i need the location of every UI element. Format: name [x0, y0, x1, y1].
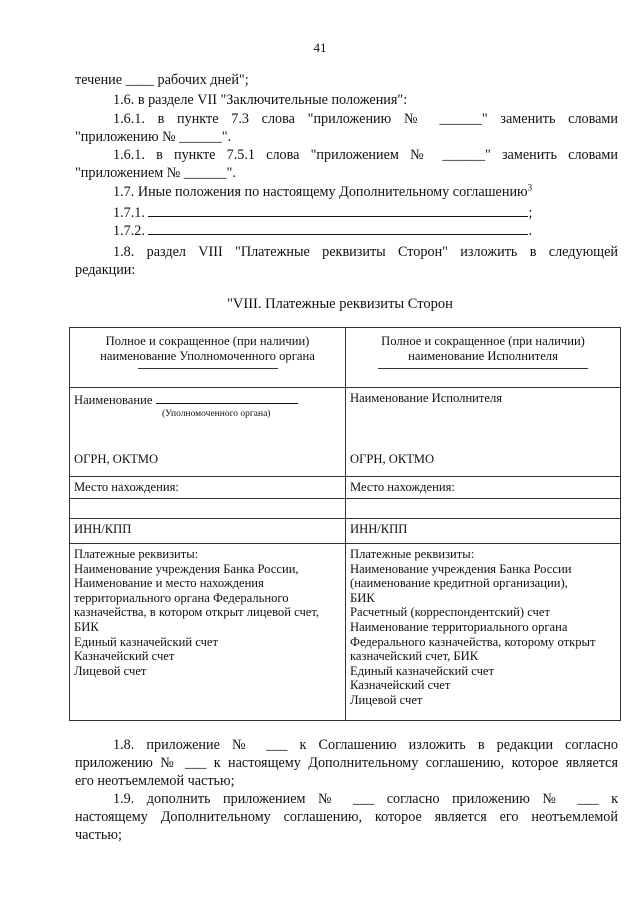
payment-line: БИК	[350, 590, 375, 605]
payment-line: Платежные реквизиты:	[74, 547, 199, 561]
cell-authority-location: Место нахождения:	[70, 477, 346, 499]
payment-line: Единый казначейский счет	[350, 663, 495, 678]
clause-1-7-2-end: .	[528, 223, 533, 239]
clause-1-9-end: частью;	[75, 827, 122, 843]
cell-authority-payment	[70, 544, 346, 721]
payment-details-table	[69, 327, 621, 721]
clause-1-6-1-b: 1.6.1. в пункте 7.5.1 слова "приложением № ______" заменить словами	[113, 147, 618, 163]
clause-1-6-1-b-cont: "приложением № ______".	[75, 165, 236, 181]
clause-1-7-2	[113, 220, 532, 240]
underline	[378, 367, 588, 369]
clause-1-9-cont: настоящему Дополнительному соглашению, которое является его неотъемлемой	[75, 809, 618, 825]
payment-line: Расчетный (корреспондентский) счет	[350, 605, 550, 620]
cell-executor-payment	[346, 544, 621, 721]
section-title: "VIII. Платежные реквизиты Сторон	[227, 296, 453, 312]
payment-line: Казначейский счет	[350, 678, 451, 693]
ogrn-label: ОГРН, ОКТМО	[74, 452, 159, 466]
cell-executor-location: Место нахождения:	[346, 477, 621, 499]
payment-line: Лицевой счет	[74, 663, 147, 678]
payment-line: Наименование учреждения Банка России,	[74, 561, 299, 576]
payment-line: БИК	[74, 619, 99, 634]
clause-1-7-2-label: 1.7.2.	[113, 223, 145, 239]
clause-1-7-1	[113, 202, 532, 222]
payment-line: Единый казначейский счет	[74, 634, 219, 649]
clause-1-8-intro-cont: редакции:	[75, 262, 136, 278]
clause-1-8-intro: 1.8. раздел VIII "Платежные реквизиты Сторон" изложить в следующей	[113, 244, 618, 260]
clause-1-6-1-a-cont: "приложению № ______".	[75, 129, 232, 145]
clause-1-9: 1.9. дополнить приложением № ___ согласно приложению № ___ к	[113, 791, 618, 807]
payment-line: территориального органа Федерального	[74, 590, 289, 605]
underline	[138, 367, 278, 369]
ogrn-label: ОГРН, ОКТМО	[350, 452, 435, 466]
header-authority	[70, 328, 346, 388]
payment-line: Казначейский счет	[74, 649, 175, 664]
clause-1-7	[113, 184, 532, 201]
name-label: Наименование Исполнителя	[350, 391, 503, 405]
name-subscript: (Уполномоченного органа)	[162, 409, 271, 419]
clause-1-8-annex-cont: приложению № ___ к настоящему Дополнительному соглашению, которое является	[75, 755, 618, 771]
clause-1-8-annex: 1.8. приложение № ___ к Соглашению изложить в редакции согласно	[113, 737, 618, 753]
payment-line: казначейский счет, БИК	[350, 649, 479, 664]
header-executor	[346, 328, 621, 388]
page-number: 41	[313, 40, 327, 55]
payment-line: Лицевой счет	[350, 692, 423, 707]
footnote-ref: 3	[527, 182, 533, 193]
payment-line: Платежные реквизиты:	[350, 547, 475, 561]
cell-executor-name	[346, 388, 621, 477]
name-label: Наименование	[74, 393, 153, 407]
clause-1-6: 1.6. в разделе VII "Заключительные положения":	[113, 92, 408, 108]
cell-executor-inn: ИНН/КПП	[346, 519, 621, 544]
cell-empty	[346, 499, 621, 519]
clause-1-6-1-a: 1.6.1. в пункте 7.3 слова "приложению № ______" заменить словами	[113, 111, 618, 127]
payment-line: Наименование территориального органа	[350, 619, 568, 634]
blank-line	[148, 202, 528, 217]
payment-line: (наименование кредитной организации),	[350, 576, 568, 591]
header-executor-text: Полное и сокращенное (при наличии) наименование Исполнителя	[381, 334, 585, 363]
payment-line: Наименование и место нахождения	[74, 576, 264, 591]
payment-line: казначейства, в котором открыт лицевой счет,	[74, 605, 320, 620]
payment-line: Федерального казначейства, которому открыт	[350, 634, 596, 649]
blank-line	[156, 391, 298, 404]
clause-1-7-1-label: 1.7.1.	[113, 205, 145, 221]
blank-line	[148, 220, 528, 235]
clause-1-7-1-end: ;	[528, 205, 533, 221]
payment-line: Наименование учреждения Банка России	[350, 561, 572, 576]
text-line-1: течение ____ рабочих дней";	[75, 72, 249, 88]
clause-1-7-text: 1.7. Иные положения по настоящему Дополнительному соглашению	[113, 184, 528, 200]
header-authority-text: Полное и сокращенное (при наличии) наименование Уполномоченного органа	[100, 334, 315, 363]
cell-authority-name	[70, 388, 346, 477]
cell-empty	[70, 499, 346, 519]
cell-authority-inn: ИНН/КПП	[70, 519, 346, 544]
clause-1-8-annex-end: его неотъемлемой частью;	[75, 773, 235, 789]
